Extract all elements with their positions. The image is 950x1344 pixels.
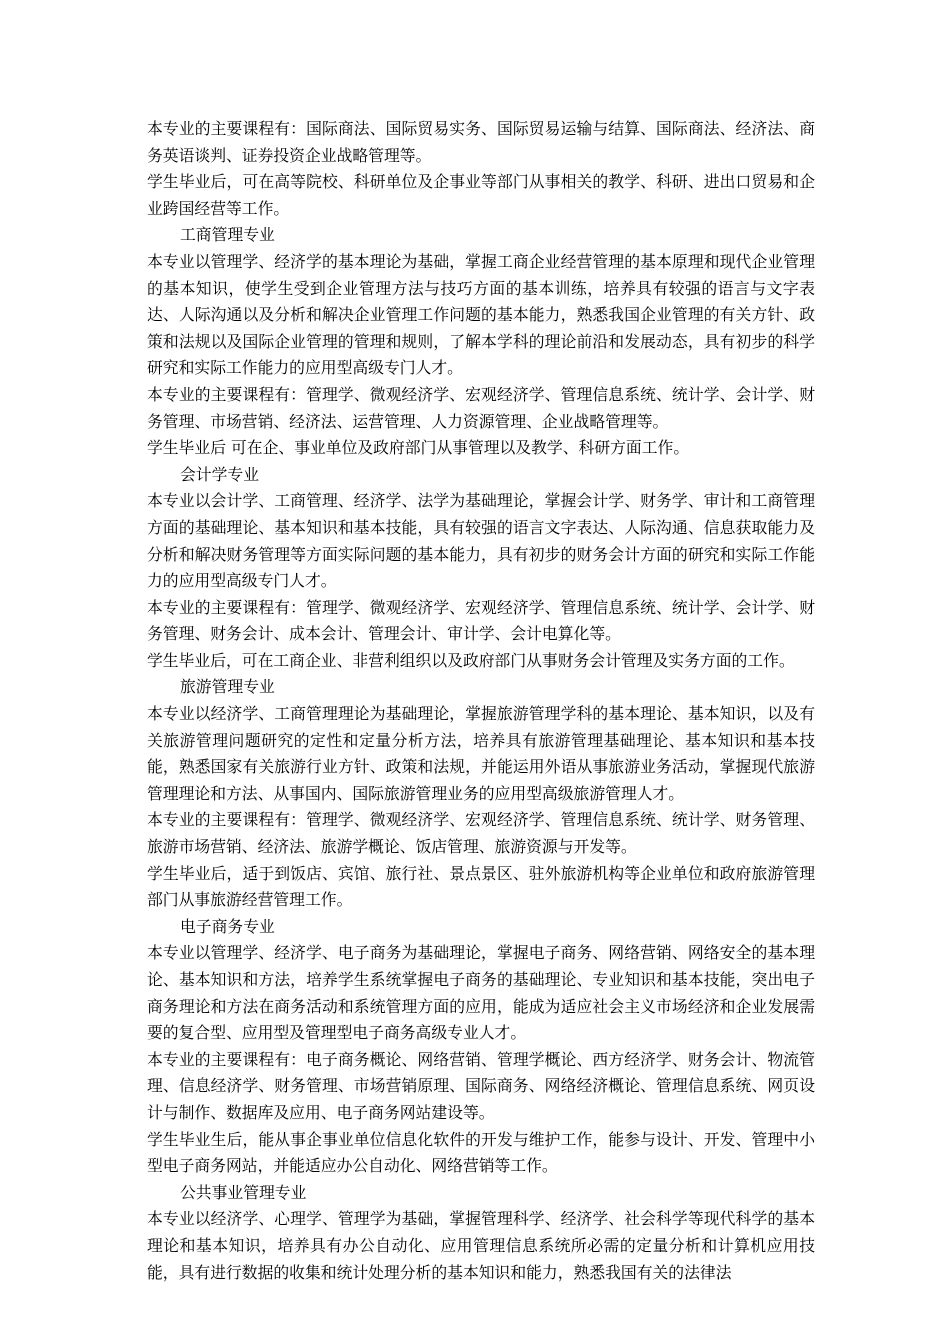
document-body [147, 116, 815, 1286]
paragraph: 学生毕业生后，能从事企事业单位信息化软件的开发与维护工作，能参与设计、开发、管理中小型电子商务网站，并能适应办公自动化、网络营销等工作。 [147, 1129, 815, 1176]
paragraph: 学生毕业后，可在工商企业、非营利组织以及政府部门从事财务会计管理及实务方面的工作。 [147, 650, 795, 670]
paragraph: 学生毕业后 可在企、事业单位及政府部门从事管理以及教学、科研方面工作。 [147, 438, 690, 458]
paragraph: 本专业的主要课程有：管理学、微观经济学、宏观经济学、管理信息系统、统计学、财务管理、旅游市场营销、经济法、旅游学概论、饭店管理、旅游资源与开发等。 [147, 810, 815, 857]
paragraph: 本专业的主要课程有：管理学、微观经济学、宏观经济学、管理信息系统、统计学、会计学、财务管理、市场营销、经济法、运营管理、人力资源管理、企业战略管理等。 [147, 384, 815, 431]
section-heading: 电子商务专业 [180, 916, 275, 936]
paragraph: 学生毕业后，适于到饭店、宾馆、旅行社、景点景区、驻外旅游机构等企业单位和政府旅游管理部门从事旅游经营管理工作。 [147, 863, 815, 910]
section-heading: 旅游管理专业 [180, 677, 275, 697]
paragraph: 本专业以经济学、工商管理理论为基础理论，掌握旅游管理学科的基本理论、基本知识，以及有关旅游管理问题研究的定性和定量分析方法，培养具有旅游管理基础理论、基本知识和基本技能，熟悉国家有关旅游行业方针、政策和法规，并能运用外语从事旅游业务活动，掌握现代旅游管理理论和方法、从事国内、国际旅游管理业务的应用型高级旅游管理人才。 [147, 704, 815, 803]
paragraph: 本专业以管理学、经济学、电子商务为基础理论，掌握电子商务、网络营销、网络安全的基本理论、基本知识和方法，培养学生系统掌握电子商务的基础理论、专业知识和基本技能，突出电子商务理论和方法在商务活动和系统管理方面的应用，能成为适应社会主义市场经济和企业发展需要的复合型、应用型及管理型电子商务高级专业人才。 [147, 943, 815, 1043]
paragraph: 学生毕业后，可在高等院校、科研单位及企事业等部门从事相关的教学、科研、进出口贸易和企业跨国经营等工作。 [147, 172, 815, 218]
section-heading: 工商管理专业 [180, 225, 275, 245]
paragraph: 本专业的主要课程有：管理学、微观经济学、宏观经济学、管理信息系统、统计学、会计学、财务管理、财务会计、成本会计、管理会计、审计学、会计电算化等。 [147, 597, 815, 644]
paragraph: 本专业的主要课程有：电子商务概论、网络营销、管理学概论、西方经济学、财务会计、物流管理、信息经济学、财务管理、市场营销原理、国际商务、网络经济概论、管理信息系统、网页设计与制作、数据库及应用、电子商务网站建设等。 [147, 1049, 815, 1122]
paragraph: 本专业以经济学、心理学、管理学为基础，掌握管理科学、经济学、社会科学等现代科学的基本理论和基本知识，培养具有办公自动化、应用管理信息系统所必需的定量分析和计算机应用技能，具有进行数据的收集和统计处理分析的基本知识和能力，熟悉我国有关的法律法 [147, 1209, 815, 1282]
paragraph: 本专业的主要课程有：国际商法、国际贸易实务、国际贸易运输与结算、国际商法、经济法、商务英语谈判、证券投资企业战略管理等。 [147, 119, 815, 165]
section-heading: 会计学专业 [180, 464, 259, 484]
paragraph: 本专业以管理学、经济学的基本理论为基础，掌握工商企业经营管理的基本原理和现代企业管理的基本知识，使学生受到企业管理方法与技巧方面的基本训练，培养具有较强的语言与文字表达、人际沟通以及分析和解决企业管理工作问题的基本能力，熟悉我国企业管理的有关方针、政策和法规以及国际企业管理的管理和规则，了解本学科的理论前沿和发展动态，具有初步的科学研究和实际工作能力的应用型高级专门人才。 [147, 251, 815, 378]
section-heading: 公共事业管理专业 [180, 1182, 307, 1202]
paragraph: 本专业以会计学、工商管理、经济学、法学为基础理论，掌握会计学、财务学、审计和工商管理方面的基础理论、基本知识和基本技能，具有较强的语言文字表达、人际沟通、信息获取能力及分析和解决财务管理等方面实际问题的基本能力，具有初步的财务会计方面的研究和实际工作能力的应用型高级专门人才。 [147, 491, 815, 591]
